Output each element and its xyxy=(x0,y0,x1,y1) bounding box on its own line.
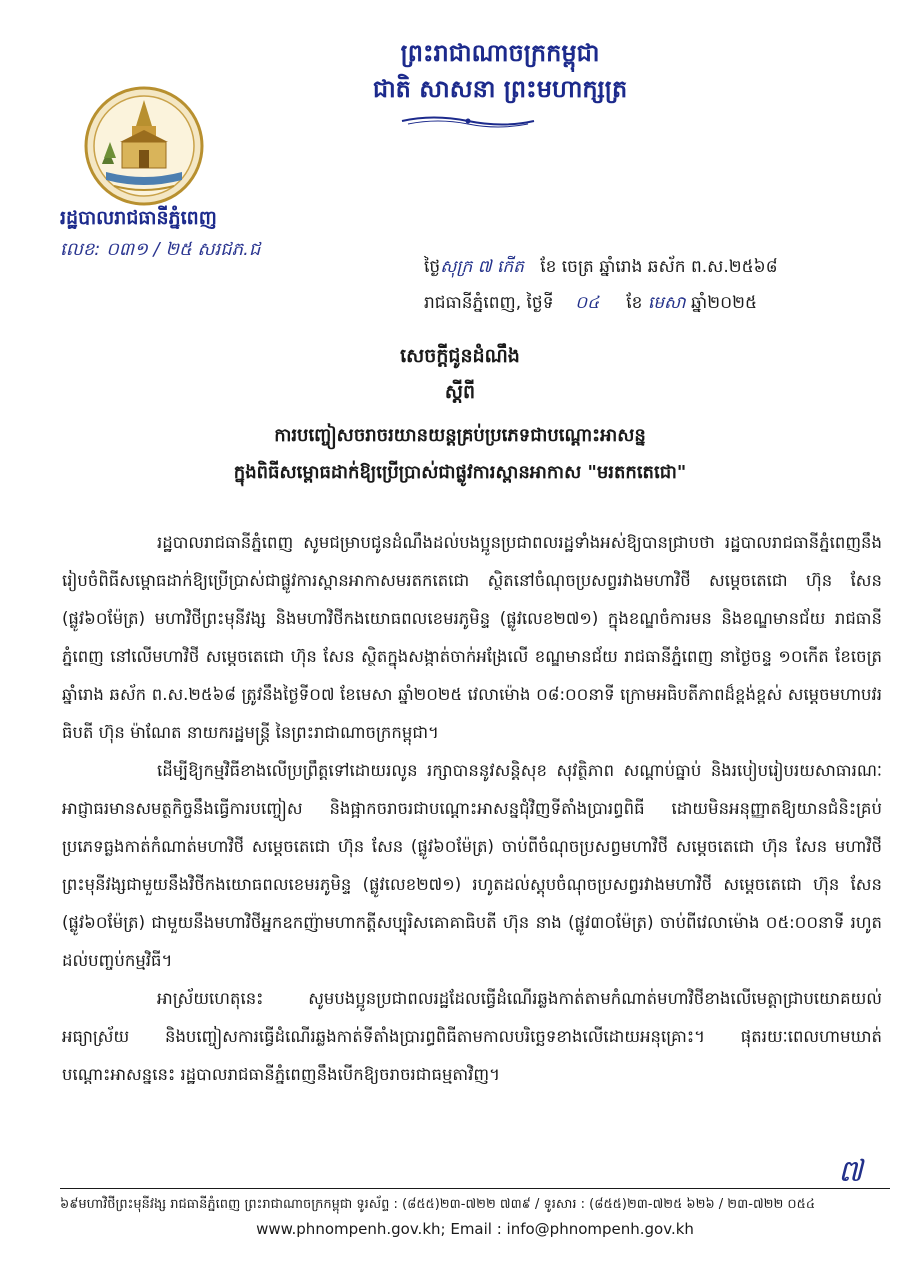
footer-address: ៦៩មហាវិថីព្រះមុនីវង្ស រាជធានីភ្នំពេញ ព្រះរាជាណាចក្រកម្ពុជា ទូរស័ព្ទ : (៨៥៥)២៣-៧២២ ៧៣៩ / ទូរសារ : (៨៥៥)២៣-៧២៥ ៦២៦ / ២៣-៧២២ ០៥៤ xyxy=(60,1197,816,1212)
kingdom-heading: ព្រះរាជាណាចក្រកម្ពុជា xyxy=(400,38,600,67)
ornament-divider xyxy=(398,112,538,130)
authority-name: រដ្ឋបាលរាជធានីភ្នំពេញ xyxy=(60,207,217,229)
subject-line-1: ការបញ្ចៀសចរាចរយានយន្តគ្រប់ប្រភេទជាបណ្ដោះអាសន្ន xyxy=(274,425,646,446)
lunar-day-label: ថ្ងៃ xyxy=(424,257,441,277)
solar-month: មេសា xyxy=(647,293,686,313)
paragraph-2: ដើម្បីឱ្យកម្មវិធីខាងលើប្រព្រឹត្តទៅដោយរលូន រក្សាបាននូវសន្តិសុខ សុវត្ថិភាព សណ្តាប់ធ្នាប់ និងរបៀបរៀបរយសាធារណៈ អាជ្ញាធរមានសមត្ថកិច្ចនឹងធ្វើការបញ្ចៀស និងផ្អាកចរាចរជាបណ្ដោះអាសន្នជុំវិញទីតាំងប្រារព្ធពិធី ដោយមិនអនុញ្ញាតឱ្យយានជំនិះគ្រប់ប្រភេទធ្លងកាត់កំណាត់មហាវិថី សម្តេចតេជោ ហ៊ុន សែន (ផ្លូវ៦០ម៉ែត្រ) ចាប់ពីចំណុចប្រសព្វមហាវិថី សម្តេចតេជោ ហ៊ុន សែន មហាវិថីព្រះមុនីវង្សជាមួយនឹងវិថីកងយោធពលខេមរភូមិន្ទ (ផ្លូវលេខ២៧១) រហូតដល់ស្តុបចំណុចប្រសព្វរវាងមហាវិថី សម្តេចតេជោ ហ៊ុន សែន (ផ្លូវ៦០ម៉ែត្រ) ជាមួយនឹងមហាវិថីអ្នកឧកញ៉ាមហាកត្តីសប្បុរិសគោគាធិបតី ហ៊ុន នាង (ផ្លូវ៣០ម៉ែត្រ) ចាប់ពីវេលាម៉ោង ០៥:០០នាទី រហូតដល់បញ្ចប់កម្មវិធី។ xyxy=(62,761,882,970)
solar-year: ឆ្នាំ២០២៥ xyxy=(691,293,758,313)
about-label: ស្តីពី xyxy=(444,381,476,403)
notice-body xyxy=(62,524,882,1094)
solar-date-prefix: រាជធានីភ្នំពេញ, ថ្ងៃទី xyxy=(424,293,554,313)
notice-title: សេចក្តីជូនដំណឹង xyxy=(400,345,520,367)
solar-day: ០៤ xyxy=(575,293,600,313)
solar-month-label: ខែ xyxy=(626,293,643,313)
footer-website: www.phnompenh.gov.kh; Email : info@phnompenh.gov.kh xyxy=(256,1220,694,1238)
solar-date xyxy=(424,292,757,317)
paragraph-1: រដ្ឋបាលរាជធានីភ្នំពេញ សូមជម្រាបជូនដំណឹងដល់បងប្អូនប្រជាពលរដ្ឋទាំងអស់ឱ្យបានជ្រាបថា រដ្ឋបាលរាជធានីភ្នំពេញនឹងរៀបចំពិធីសម្ពោធដាក់ឱ្យប្រើប្រាស់ជាផ្លូវការស្ពានអាកាសមរតកតេជោ ស្ថិតនៅចំណុចប្រសព្វរវាងមហាវិថី សម្តេចតេជោ ហ៊ុន សែន (ផ្លូវ៦០ម៉ែត្រ) មហាវិថីព្រះមុនីវង្ស និងមហាវិថីកងយោធពលខេមរភូមិន្ទ (ផ្លូវលេខ២៧១) ក្នុងខណ្ឌចំការមន និងខណ្ឌមានជ័យ រាជធានីភ្នំពេញ នៅលើមហាវិថី សម្តេចតេជោ ហ៊ុន សែន ស្ថិតក្នុងសង្កាត់ចាក់អង្រែលើ ខណ្ឌមានជ័យ រាជធានីភ្នំពេញ នាថ្ងៃចន្ទ ១០កើត ខែចេត្រ ឆ្នាំរោង ឆស័ក ព.ស.២៥៦៨ ត្រូវនឹងថ្ងៃទី០៧ ខែមេសា ឆ្នាំ២០២៥ វេលាម៉ោង ០៨:០០នាទី ក្រោមអធិបតីភាពដ៏ខ្ពង់ខ្ពស់ សម្តេចមហាបវរធិបតី ហ៊ុន ម៉ាណែត នាយករដ្ឋមន្ត្រី នៃព្រះរាជាណាចក្រកម្ពុជា។ xyxy=(62,533,882,742)
lunar-day-value: សុក្រ ៧ កើត xyxy=(440,257,524,277)
reference-number: លេខ: ០៣១ / ២៥ សរជភ.ជ xyxy=(60,239,261,260)
lunar-date xyxy=(424,256,778,281)
page-number-mark: ៧ xyxy=(838,1154,863,1189)
city-seal-icon xyxy=(84,86,204,206)
motto-heading: ជាតិ សាសនា ព្រះមហាក្សត្រ xyxy=(372,74,628,103)
lunar-date-rest: ខែ ចេត្រ ឆ្នាំរោង ឆស័ក ព.ស.២៥៦៨ xyxy=(540,257,778,277)
subject-line-2: ក្នុងពិធីសម្ពោធដាក់ឱ្យប្រើប្រាស់ជាផ្លូវការស្ពានអាកាស "មរតកតេជោ" xyxy=(233,462,687,483)
paragraph-3: អាស្រ័យហេតុនេះ សូមបងប្អូនប្រជាពលរដ្ឋដែលធ្វើដំណើរឆ្លងកាត់តាមកំណាត់មហាវិថីខាងលើមេត្តាជ្រាបយោគយល់អធ្យាស្រ័យ និងបញ្ចៀសការធ្វើដំណើរឆ្លងកាត់ទីតាំងប្រារព្ធពិធីតាមកាលបរិច្ឆេទខាងលើដោយអនុគ្រោះ។ ផុតរយៈពេលហាមឃាត់បណ្ដោះអាសន្ននេះ រដ្ឋបាលរាជធានីភ្នំពេញនឹងបើកឱ្យចរាចរជាធម្មតាវិញ។ xyxy=(62,989,882,1084)
footer-divider xyxy=(60,1188,890,1189)
